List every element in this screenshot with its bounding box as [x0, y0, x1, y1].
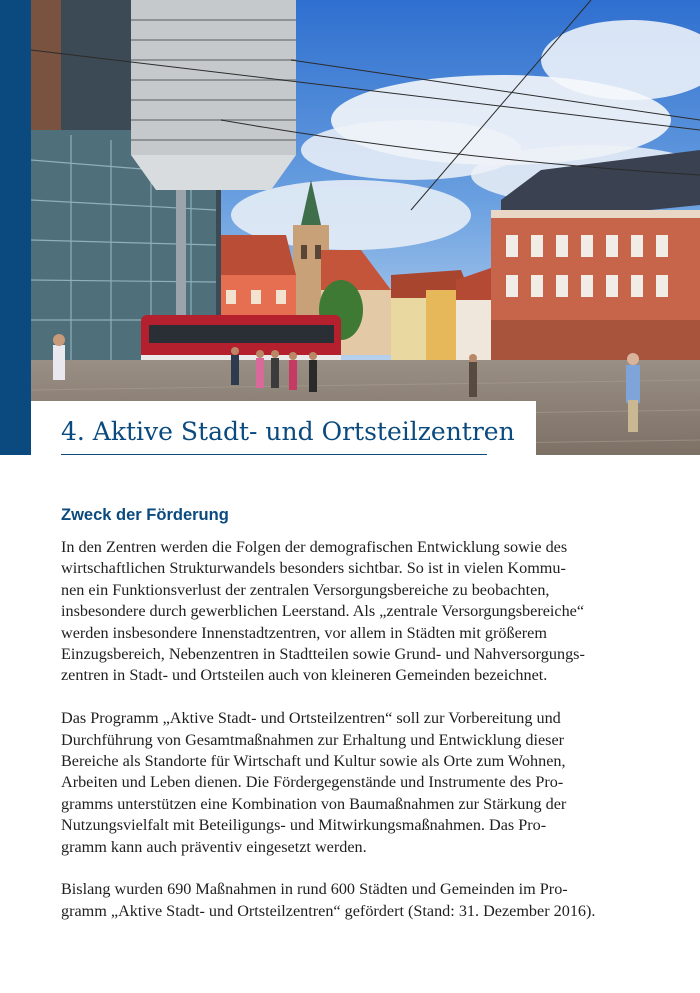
text-line: nen ein Funktionsverlust der zentralen Versorgungsbereiche zu beobachten,	[61, 580, 550, 599]
text-line: werden insbesondere Innenstadtzentren, vor allem in Städten mit größerem	[61, 623, 547, 642]
paragraph	[61, 708, 621, 858]
text-line: Das Programm „Aktive Stadt- und Ortsteilzentren“ soll zur Vorbereitung und	[61, 709, 561, 728]
text-line: Bislang wurden 690 Maßnahmen in rund 600 Städten und Gemeinden im Pro-	[61, 880, 568, 899]
text-line: insbesondere durch gewerblichen Leerstand. Als „zentrale Versorgungsbereiche“	[61, 602, 585, 621]
text-line: gramms unterstützen eine Kombination von Baumaßnahmen zur Stärkung der	[61, 794, 567, 813]
text-line: gramm „Aktive Stadt- und Ortsteilzentren“ gefördert (Stand: 31. Dezember 2016).	[61, 901, 596, 920]
accent-bar	[0, 0, 31, 455]
paragraph	[61, 879, 621, 922]
text-line: Durchführung von Gesamtmaßnahmen zur Erhaltung und Entwicklung dieser	[61, 730, 565, 749]
city-square-photo	[31, 0, 700, 455]
section-heading: Zweck der Förderung	[61, 506, 229, 524]
text-line: wirtschaftlichen Strukturwandels besonders sichtbar. So ist in vielen Kommu-	[61, 559, 566, 578]
page-title: 4. Aktive Stadt- und Ortsteilzentren	[61, 412, 487, 455]
text-line: zentren in Stadt- und Ortsteilen auch von kleineren Gemeinden bezeichnet.	[61, 666, 548, 685]
text-line: Bereiche als Standorte für Wirtschaft und Kultur sowie als Orte zum Wohnen,	[61, 752, 566, 771]
text-line: In den Zentren werden die Folgen der demografischen Entwicklung sowie des	[61, 538, 568, 556]
text-line: Arbeiten und Leben dienen. Die Fördergegenstände und Instrumente des Pro-	[61, 773, 564, 792]
body-text	[61, 537, 621, 944]
text-line: Nutzungsvielfalt mit Beteiligungs- und Mitwirkungsmaßnahmen. Das Pro-	[61, 816, 547, 835]
text-line: Einzugsbereich, Nebenzentren in Stadtteilen sowie Grund- und Nahversorgungs-	[61, 645, 585, 664]
paragraph	[61, 537, 621, 687]
text-line: gramm kann auch präventiv eingesetzt werden.	[61, 837, 367, 856]
